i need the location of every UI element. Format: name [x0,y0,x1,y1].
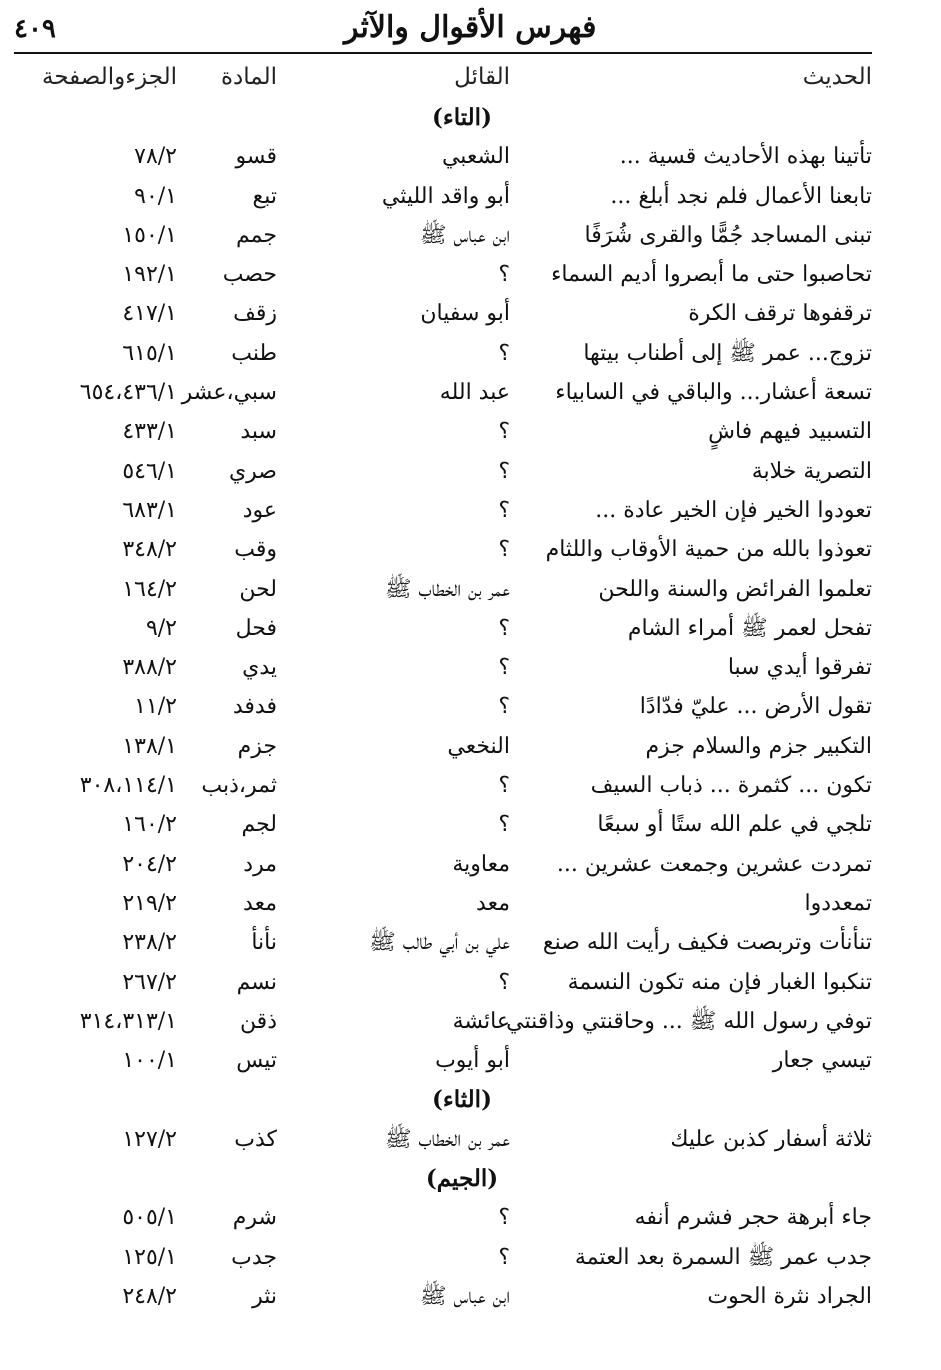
table-row [14,766,872,805]
root-entry: نسم [236,969,277,995]
volume-page-ref: ٢٤٨/٢ [122,1283,177,1309]
root-entry: سبد [240,419,277,445]
hadith-text: تنكبوا الغبار فإن منه تكون النسمة [567,969,872,995]
narrator: عمر بن الخطاب ﷺ [384,1126,510,1152]
hadith-text: تزوج... عمر ﷺ إلى أطناب بيتها [583,340,872,366]
root-entry: نأنأ [251,930,277,956]
narrator: ؟ [498,773,510,799]
hadith-text: التصرية خلابة [751,458,872,484]
hadith-text: تسعة أعشار... والباقي في السابياء [555,380,872,406]
root-entry: لحن [239,576,277,602]
section-heading-row [14,98,872,137]
root-entry: جزم [237,733,277,759]
hadith-text: تحاصبوا حتى ما أبصروا أديم السماء [551,262,872,288]
hadith-text: جدب عمر ﷺ السمرة بعد العتمة [574,1244,872,1270]
volume-page-ref: ١٢٥/١ [122,1244,177,1270]
root-entry: صري [228,458,277,484]
root-entry: عود [242,497,277,523]
hadith-text: التكبير جزم والسلام جزم [645,733,872,759]
section-heading: (التاء) [432,104,492,131]
table-row [14,530,872,569]
hadith-text: توفي رسول الله ﷺ ... وحاقنتي وذاقنتي [506,1008,872,1034]
root-entry: جدب [231,1244,277,1270]
volume-page-ref: ٥٤٦/١ [122,458,177,484]
header-rule [14,52,872,54]
hadith-text: تبنى المساجد جُمًّا والقرى شُرَفًا [584,222,872,248]
table-body [14,98,872,1316]
table-row [14,412,872,451]
hadith-text: تعودوا الخير فإن الخير عادة ... [595,497,872,523]
narrator: ؟ [498,812,510,838]
hadith-text: تابعنا الأعمال فلم نجد أبلغ ... [610,183,872,209]
volume-page-ref: ٦٨٣/١ [122,497,177,523]
narrator: ؟ [498,458,510,484]
volume-page-ref: ١٦٠/٢ [122,812,177,838]
narrator: أبو واقد الليثي [381,183,510,209]
volume-page-ref: ١٢٧/٢ [122,1126,177,1152]
narrator: عائشة [452,1008,510,1034]
narrator: ؟ [498,340,510,366]
root-entry: شرم [232,1205,277,1231]
root-entry: حصب [222,262,277,288]
narrator: علي بن أبي طالب ﷺ [369,930,510,956]
root-entry: مرد [243,851,277,877]
narrator: النخعي [447,733,510,759]
root-entry: ذقن [239,1008,277,1034]
narrator: ؟ [498,537,510,563]
hadith-text: الجراد نثرة الحوت [707,1283,872,1309]
hadith-text: تقول الأرض ... عليّ فدّادًا [639,694,872,720]
hadith-text: تأتينا بهذه الأحاديث قسية ... [619,144,872,170]
table-row [14,648,872,687]
section-heading-row [14,1159,872,1198]
hadith-text: تيسي جعار [772,1048,872,1074]
hadith-text: تفرقوا أيدي سبا [727,655,872,681]
volume-page-ref: ٩٠/١ [134,183,177,209]
narrator: ؟ [498,1244,510,1270]
volume-page-ref: ٤١٧/١ [122,301,177,327]
volume-page-ref: ١١/٢ [134,694,177,720]
table-row [14,1198,872,1237]
root-entry: يدي [242,655,277,681]
table-row [14,1277,872,1316]
volume-page-ref: ١٠٠/١ [122,1048,177,1074]
volume-page-ref: ٦٥٤،٤٣٦/١ [79,380,177,406]
table-row [14,373,872,412]
table-row [14,963,872,1002]
root-entry: لجم [241,812,277,838]
narrator: عبد الله [439,380,510,406]
hadith-text: ترقفوها ترقف الكرة [688,301,872,327]
narrator: ؟ [498,497,510,523]
narrator: ؟ [498,1205,510,1231]
table-row [14,452,872,491]
root-entry: فحل [235,615,277,641]
root-entry: تبع [252,183,277,209]
table-row [14,570,872,609]
narrator: أبو سفيان [420,301,510,327]
volume-page-ref: ٣٠٨،١١٤/١ [79,773,177,799]
root-entry: كذب [234,1126,277,1152]
root-entry: وقب [234,537,277,563]
volume-page-ref: ٦١٥/١ [122,340,177,366]
narrator: ابن عباس ﷺ [419,1283,510,1309]
root-entry: سبي،عشر [181,380,277,406]
narrator: أبو أيوب [435,1048,510,1074]
root-entry: ثمر،ذبب [201,773,277,799]
table-row [14,177,872,216]
table-row [14,687,872,726]
hadith-text: تفحل لعمر ﷺ أمراء الشام [627,615,872,641]
narrator: ؟ [498,694,510,720]
section-heading: (الثاء) [432,1086,492,1114]
narrator: ؟ [498,969,510,995]
table-row [14,805,872,844]
volume-page-ref: ١٩٢/١ [122,262,177,288]
narrator: ؟ [498,419,510,445]
index-table [14,58,872,1316]
volume-page-ref: ٥٠٥/١ [122,1205,177,1231]
page-number: ٤٠٩ [14,14,56,44]
hadith-text: تعوذوا بالله من حمية الأوقاب واللثام [545,537,872,563]
column-header-qail: القائل [454,64,510,90]
volume-page-ref: ١٣٨/١ [122,733,177,759]
hadith-text: تنأنأت وتربصت فكيف رأيت الله صنع [542,930,872,956]
column-header-ref: الجزءوالصفحة [41,64,177,90]
root-entry: جمم [236,222,277,248]
hadith-text: ثلاثة أسفار كذبن عليك [670,1126,872,1152]
narrator: عمر بن الخطاب ﷺ [384,576,510,602]
root-entry: زقف [233,301,277,327]
volume-page-ref: ١٥٠/١ [122,222,177,248]
narrator: ؟ [498,615,510,641]
page-title: فهرس الأقوال والآثر [344,10,597,45]
root-entry: فدفد [232,694,277,720]
table-row [14,727,872,766]
narrator: ؟ [498,262,510,288]
table-row [14,1002,872,1041]
hadith-text: التسبيد فيهم فاشٍ [708,419,872,445]
narrator: ؟ [498,655,510,681]
table-row [14,491,872,530]
volume-page-ref: ٢١٩/٢ [122,890,177,916]
table-row [14,255,872,294]
volume-page-ref: ٢٠٤/٢ [122,851,177,877]
narrator: الشعبي [441,144,510,170]
running-head [14,10,921,50]
table-row [14,334,872,373]
volume-page-ref: ٣١٤،٣١٣/١ [79,1008,177,1034]
column-header-hadith: الحديث [802,64,872,90]
column-header-row [14,58,872,98]
hadith-text: تلجي في علم الله ستًا أو سبعًا [597,812,872,838]
table-row [14,137,872,176]
volume-page-ref: ٣٤٨/٢ [122,537,177,563]
table-row [14,294,872,333]
table-row [14,884,872,923]
table-row [14,216,872,255]
hadith-text: تمردت عشرين وجمعت عشرين ... [556,851,872,877]
section-heading: (الجيم) [425,1165,499,1193]
volume-page-ref: ٢٦٧/٢ [122,969,177,995]
volume-page-ref: ٤٣٣/١ [122,419,177,445]
root-entry: معد [243,890,277,916]
hadith-text: جاء أبرهة حجر فشرم أنفه [634,1205,872,1231]
table-row [14,1120,872,1159]
hadith-text: تكون ... كثمرة ... ذباب السيف [590,773,872,799]
narrator: معاوية [452,851,510,877]
volume-page-ref: ١٦٤/٢ [122,576,177,602]
section-heading-row [14,1080,872,1119]
root-entry: نثر [252,1283,277,1309]
root-entry: طنب [231,340,277,366]
volume-page-ref: ٢٣٨/٢ [122,930,177,956]
hadith-text: تعلموا الفرائض والسنة واللحن [598,576,872,602]
table-row [14,923,872,962]
narrator: معد [476,890,510,916]
volume-page-ref: ٣٨٨/٢ [122,655,177,681]
narrator: ابن عباس ﷺ [419,222,510,248]
table-row [14,1238,872,1277]
root-entry: قسو [235,144,277,170]
table-row [14,845,872,884]
table-row [14,1041,872,1080]
root-entry: تيس [236,1048,277,1074]
volume-page-ref: ٩/٢ [145,615,177,641]
hadith-text: تمعددوا [804,890,872,916]
column-header-madda: المادة [221,64,277,90]
table-row [14,609,872,648]
volume-page-ref: ٧٨/٢ [134,144,177,170]
